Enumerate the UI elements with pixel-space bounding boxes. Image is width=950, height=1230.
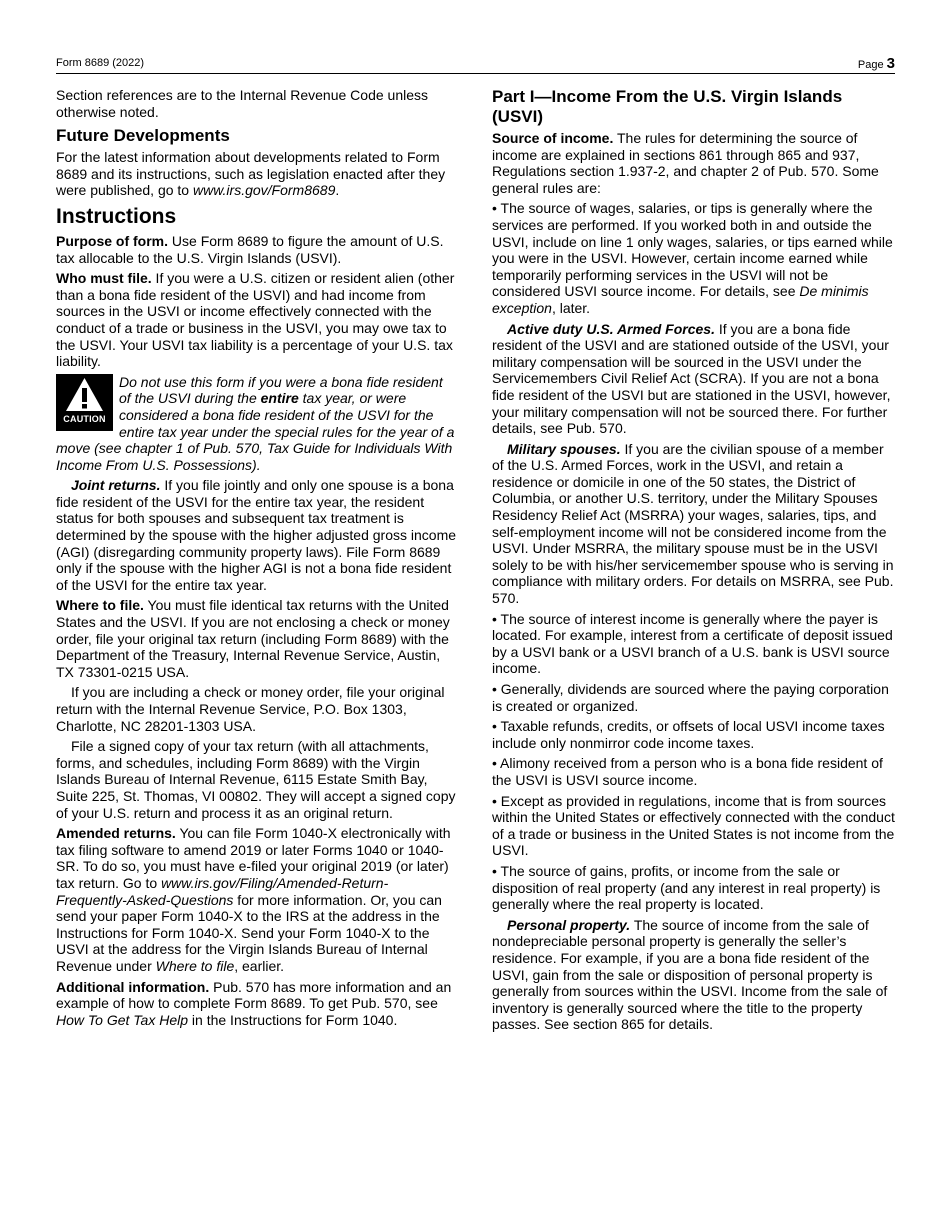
purpose-paragraph: [56, 233, 456, 266]
future-developments-paragraph: [56, 149, 456, 199]
source-text: The rules for determining the source of income are explained in sections 861 through 865 and 937, Regulations section 1.937-2, and chapter 2 of Pub. 570. Some general rules are:: [492, 130, 879, 196]
amended-text-2: for more information. Or, you can send your paper Form 1040-X to the IRS at the address in the Instructions for Form 1040-X. Send your Form 1040-X to the USVI at the address for the Virgin Islands Bureau of Internal Revenue under: [56, 891, 442, 974]
amended-label: Amended returns.: [56, 825, 176, 842]
caution-block: [56, 374, 456, 474]
bullet-dividends: • Generally, dividends are sourced where the paying corporation is created or organized.: [492, 681, 889, 714]
left-column: [56, 87, 456, 1032]
where-text: You must file identical tax returns with the United States and the USVI. If you are not enclosing a check or money order, file your original tax return (including Form 8689) with the Department of the Treasury, Internal Revenue Service, Austin, TX 73301-0215 USA.: [56, 597, 450, 680]
additional-label: Additional information.: [56, 978, 210, 995]
intro-paragraph: Section references are to the Internal Revenue Code unless otherwise noted.: [56, 87, 429, 120]
amended-returns-paragraph: [56, 825, 456, 974]
active-label: Active duty U.S. Armed Forces.: [507, 320, 715, 337]
active-duty-paragraph: [492, 321, 895, 437]
where-to-file-paragraph-3: File a signed copy of your tax return (with all attachments, forms, and schedules, including Form 8689) with the Virgin Islands Bureau of Internal Revenue, 6115 Estate Smith Bay, Suite 225, St. Thomas, VI 00802. They will accept a signed copy of your U.S. return and process it as an original return.: [56, 738, 456, 821]
caution-text-part2: tax year, or were considered a bona fide resident of the USVI for the entire tax year under the special rules for the year of a move (see chapter 1 of Pub. 570, Tax Guide for Individuals With Income From U.S. Possessions).: [56, 390, 455, 473]
future-link[interactable]: www.irs.gov/Form8689: [192, 182, 336, 199]
page-header: [56, 55, 895, 74]
future-end: .: [335, 182, 340, 199]
additional-information-paragraph: [56, 979, 456, 1029]
form-label: Form 8689 (2022): [56, 57, 145, 69]
personal-label: Personal property.: [507, 916, 631, 933]
caution-label: CAUTION: [63, 414, 106, 425]
who-text: If you were a U.S. citizen or resident alien (other than a bona fide resident of the USVI) and had income from sources in the USVI or income effectively connected with the conduct of a trade or business in the USVI, you may owe tax to the USVI. Your USVI tax liability is a percentage of your U.S. tax liability.: [56, 270, 455, 370]
caution-icon: [56, 374, 113, 431]
personal-property-paragraph: [492, 917, 895, 1033]
additional-text: Pub. 570 has more information and an example of how to complete Form 8689. To get Pub. 570, see: [56, 978, 452, 1012]
military-spouses-paragraph: [492, 441, 895, 607]
purpose-text: Use Form 8689 to figure the amount of U.S. tax allocable to the U.S. Virgin Islands (USVI).: [56, 232, 444, 266]
joint-returns-paragraph: [56, 477, 456, 593]
personal-text: The source of income from the sale of nondepreciable personal property is generally the seller’s residence. For example, if you are a bona fide resident of the USVI, gain from the sale or disposition of personal property is generally from sources within the USVI. Income from the sale of inventory is generally sourced where the title to the property passes. See section 865 for details.: [492, 916, 888, 1033]
joint-text: If you file jointly and only one spouse is a bona fide resident of the USVI for the entire tax year, the resident status for both spouses and subsequent tax treatment is determined by the spouse with the higher adjusted gross income (AGI) (disregarding community property laws). File Form 8689 only if the spouse with the higher AGI is not a bona fide resident of the USVI for the entire tax year.: [56, 477, 457, 593]
additional-end: in the Instructions for Form 1040.: [188, 1011, 398, 1028]
where-to-file-paragraph-2: If you are including a check or money order, file your original return with the Internal Revenue Service, P.O. Box 1303, Charlotte, NC 28201-1303 USA.: [56, 684, 445, 734]
future-developments-heading: Future Developments: [56, 126, 230, 146]
bullet1-text: • The source of wages, salaries, or tips is generally where the services are performed. If you worked both in and outside the USVI, include on line 1 only wages, salaries, or tips earned while you were in the USVI. However, certain income earned while temporarily performing services in the USVI will not be considered USVI source income. For details, see: [492, 200, 893, 300]
page-indicator: [858, 55, 895, 72]
who-label: Who must file.: [56, 270, 152, 287]
active-text: If you are a bona fide resident of the USVI and are stationed outside of the USVI, your military compensation will be sourced in the USVI under the Servicemembers Civil Relief Act (SCRA). If you are not a bona fide resident of the USVI but are stationed in the USVI, however, your military compensation will not be sourced there. For further details, see Pub. 570.: [492, 320, 891, 437]
caution-text: [56, 374, 454, 473]
part-i-heading: Part I—Income From the U.S. Virgin Islands (USVI): [492, 87, 843, 126]
military-text: If you are the civilian spouse of a member of the U.S. Armed Forces, work in the USVI, and retain a residence or domicile in one of the 50 states, the District of Columbia, or another U.S. territory, under the Military Spouses Residency Relief Act (MSRRA) your wages, salaries, tips, and self-employment income will not be considered income from the USVI. Under MSRRA, the military spouse must be in the USVI solely to be with his/her servicemember spouse who is serving in compliance with military orders. For details on MSRRA, see Pub. 570.: [492, 440, 894, 607]
bullet-real-property: • The source of gains, profits, or income from the sale or disposition of real property (and any interest in real property) is generally where the real property is located.: [492, 862, 881, 913]
bullet-wages: [492, 200, 895, 316]
caution-text-bold: entire: [260, 390, 299, 407]
source-of-income-paragraph: [492, 130, 895, 196]
joint-label: Joint returns.: [71, 477, 161, 494]
caution-text-part1: Do not use this form if you were a bona fide resident of the USVI during the: [119, 373, 443, 407]
warning-triangle-icon: [65, 377, 104, 413]
source-label: Source of income.: [492, 130, 614, 146]
page-label: Page: [857, 59, 884, 71]
purpose-label: Purpose of form.: [56, 232, 169, 249]
page-number: 3: [886, 55, 895, 72]
future-text: For the latest information about developments related to Form 8689 and its instructions, such as legislation enacted after they were published, go to: [56, 149, 446, 199]
amended-text: You can file Form 1040-X electronically with tax filing software to amend 2019 or later Forms 1040 or 1040-SR. To do so, you must have e-filed your original 2019 (or later) tax return. Go to: [56, 825, 451, 891]
where-label: Where to file.: [56, 597, 144, 614]
bullet-us-sources: • Except as provided in regulations, income that is from sources within the United States or effectively connected with the conduct of a trade or business in the United States is not income from the USVI.: [492, 792, 895, 859]
bullet1-end: , later.: [551, 299, 591, 316]
bullet-alimony: • Alimony received from a person who is a bona fide resident of the USVI is USVI source income.: [492, 755, 883, 788]
right-column: [492, 87, 895, 1037]
amended-italic: Where to file: [155, 957, 235, 974]
bullet-interest: • The source of interest income is generally where the payer is located. For example, interest from a certificate of deposit issued by a USVI bank or a USVI branch of a U.S. bank is USVI source income.: [492, 610, 893, 677]
instructions-heading: Instructions: [56, 204, 177, 228]
amended-link[interactable]: www.irs.gov/Filing/Amended-Return-Frequently-Asked-Questions: [56, 874, 389, 908]
where-to-file-paragraph: [56, 597, 456, 680]
amended-end: , earlier.: [234, 957, 285, 974]
who-must-file-paragraph: [56, 270, 456, 370]
additional-italic: How To Get Tax Help: [56, 1011, 189, 1028]
military-label: Military spouses.: [507, 440, 621, 457]
bullet1-italic: De minimis exception: [492, 283, 869, 316]
bullet-refunds: • Taxable refunds, credits, or offsets of local USVI income taxes include only nonmirror code income taxes.: [492, 718, 885, 751]
